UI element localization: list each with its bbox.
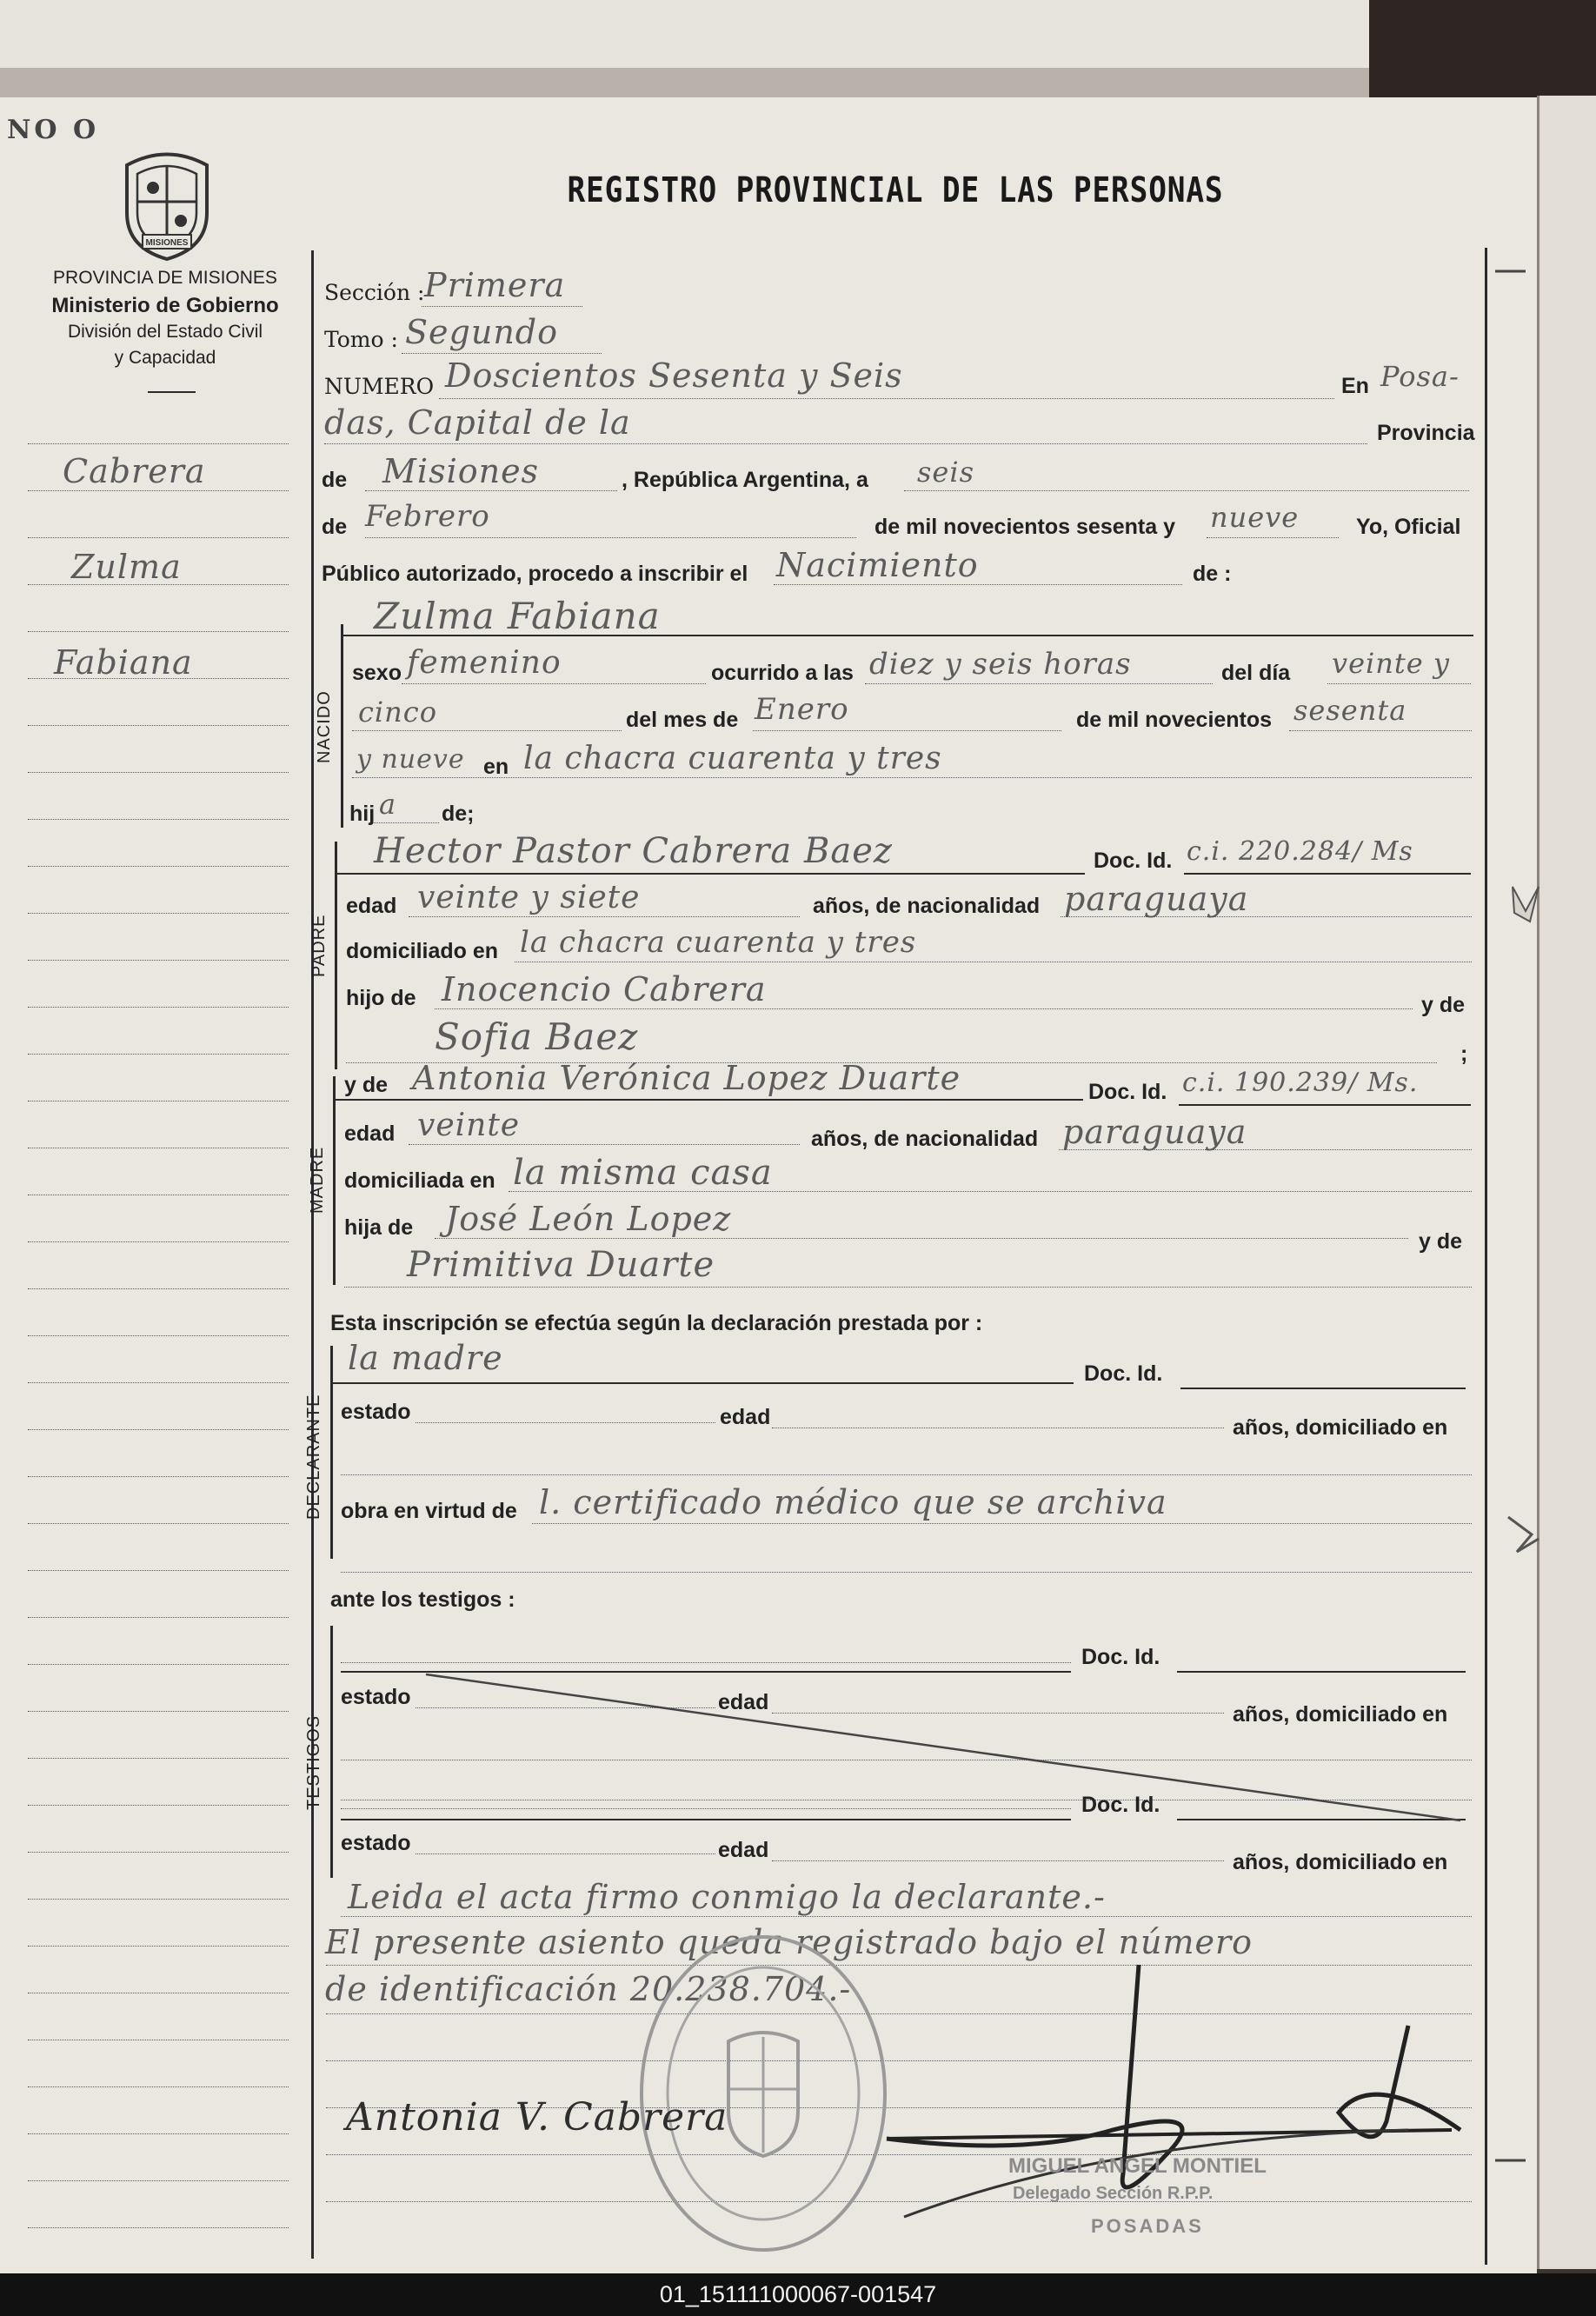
image-id-footer: 01_151111000067-001547 xyxy=(0,2273,1596,2316)
padre-nacionalidad: paraguaya xyxy=(1064,880,1249,918)
year-part2: y nueve xyxy=(356,744,465,775)
day-value: seis xyxy=(917,456,975,489)
testigos-intro: ante los testigos : xyxy=(330,1587,515,1612)
madre-father: José León Lopez xyxy=(445,1200,732,1238)
madre-doc-label: Doc. Id. xyxy=(1088,1080,1167,1104)
page-title: REGISTRO PROVINCIAL DE LAS PERSONAS xyxy=(567,170,1224,210)
madre-mother: Primitiva Duarte xyxy=(407,1245,715,1285)
provincia-label: Provincia xyxy=(1377,421,1475,445)
org-ministry: Ministerio de Gobierno xyxy=(51,294,279,317)
tomo-label: Tomo : xyxy=(324,327,398,352)
padre-edad-label: edad xyxy=(346,894,397,918)
declarante-anos-label: años, domiciliado en xyxy=(1233,1415,1448,1440)
padre-doc: c.i. 220.284/ Ms xyxy=(1187,836,1413,867)
testigos-label: TESTIGOS xyxy=(304,1714,323,1810)
closing-text-3: de identificación 20.238.704.- xyxy=(325,1970,852,2008)
testigo1-doc-label: Doc. Id. xyxy=(1081,1645,1160,1669)
testigo2-anos-label: años, domiciliado en xyxy=(1233,1850,1448,1874)
padre-label: PADRE xyxy=(309,914,329,977)
madre-edad-label: edad xyxy=(344,1121,396,1146)
mil-label: de mil novecientos xyxy=(1076,708,1273,732)
hij-de-label: de; xyxy=(442,802,475,826)
testigo2-estado-label: estado xyxy=(341,1831,411,1855)
seccion-value: Primera xyxy=(424,266,566,304)
declarante-name: la madre xyxy=(348,1339,503,1377)
padre-nac-label: años, de nacionalidad xyxy=(813,894,1041,918)
day-part2: cinco xyxy=(358,695,437,729)
padre-edad: veinte y siete xyxy=(417,880,641,915)
testigo2-edad-label: edad xyxy=(718,1838,769,1862)
numero-label: NUMERO xyxy=(324,374,435,399)
hij-label: hij xyxy=(349,802,376,826)
madre-y-de-label: y de xyxy=(344,1073,389,1097)
month-value: Febrero xyxy=(365,499,490,534)
del-dia-label: del día xyxy=(1221,661,1291,685)
margin-first-name: Zulma xyxy=(71,548,182,586)
publico-label: Público autorizado, procedo a inscribir el xyxy=(322,562,748,586)
day-part1: veinte y xyxy=(1332,647,1450,680)
closing-line-1 xyxy=(341,1916,1472,1917)
declarante-edad-label: edad xyxy=(720,1405,771,1429)
nacido-en-label: en xyxy=(483,755,509,779)
madre-edad: veinte xyxy=(417,1108,521,1143)
sexo-label: sexo xyxy=(352,661,402,685)
padre-name: Hector Pastor Cabrera Baez xyxy=(374,831,893,871)
binding-marks xyxy=(1478,0,1556,2316)
en-label: En xyxy=(1341,374,1369,398)
padre-semicolon: ; xyxy=(1460,1042,1468,1066)
place-part2: das, Capital de la xyxy=(324,403,631,442)
padre-dom-label: domiciliado en xyxy=(346,939,499,963)
org-province: PROVINCIA DE MISIONES xyxy=(53,268,277,288)
act-value: Nacimiento xyxy=(776,546,979,584)
closing-text-2: El presente asiento queda registrado bajo el número xyxy=(325,1923,1254,1961)
madre-dom-label: domiciliada en xyxy=(344,1168,495,1193)
padre-domicilio: la chacra cuarenta y tres xyxy=(520,925,917,960)
testigo1-anos-label: años, domiciliado en xyxy=(1233,1702,1448,1727)
closing-text-1: Leida el acta firmo conmigo la declarante.- xyxy=(348,1878,1106,1916)
birth-month: Enero xyxy=(755,692,849,727)
official-name: MIGUEL ANGEL MONTIEL xyxy=(1008,2154,1267,2178)
year-value: nueve xyxy=(1210,501,1300,534)
numero-value: Doscientos Sesenta y Seis xyxy=(445,356,903,395)
republica-label: , República Argentina, a xyxy=(622,468,868,492)
de-label-2: de xyxy=(322,515,348,539)
madre-nac-label: años, de nacionalidad xyxy=(811,1127,1039,1151)
de-colon-label: de : xyxy=(1193,562,1232,586)
declarante-estado-label: estado xyxy=(341,1400,411,1424)
corner-number: NO O xyxy=(7,115,100,145)
seccion-label: Sección : xyxy=(324,280,425,305)
nacido-name: Zulma Fabiana xyxy=(374,595,661,637)
testigo1-edad-label: edad xyxy=(718,1690,769,1714)
de-label-1: de xyxy=(322,468,348,492)
mes-label: del mes de xyxy=(626,708,739,732)
testigo2-doc-label: Doc. Id. xyxy=(1081,1793,1160,1817)
sexo-value: femenino xyxy=(407,645,562,681)
hij-suffix: a xyxy=(379,788,397,821)
madre-domicilio: la misma casa xyxy=(513,1153,773,1193)
declarant-signature: Antonia V. Cabrera xyxy=(346,2095,728,2140)
madre-doc: c.i. 190.239/ Ms. xyxy=(1182,1068,1419,1098)
madre-hija-label: hija de xyxy=(344,1215,414,1240)
madre-name: Antonia Verónica Lopez Duarte xyxy=(412,1059,961,1097)
madre-nacionalidad: paraguaya xyxy=(1062,1113,1247,1151)
place-part1: Posa- xyxy=(1380,360,1460,393)
padre-mother: Sofia Baez xyxy=(435,1015,639,1058)
org-division: División del Estado Civil xyxy=(67,322,263,342)
padre-father: Inocencio Cabrera xyxy=(442,970,767,1008)
margin-surname: Cabrera xyxy=(63,452,206,490)
province-value: Misiones xyxy=(382,452,540,490)
birth-place: la chacra cuarenta y tres xyxy=(523,741,942,776)
year-part1: sesenta xyxy=(1293,694,1407,727)
ocurrido-label: ocurrido a las xyxy=(711,661,854,685)
declarante-label: DECLARANTE xyxy=(304,1394,323,1520)
org-capacidad: y Capacidad xyxy=(114,348,216,368)
hour-value: diez y seis horas xyxy=(869,647,1132,682)
official-title: Delegado Sección R.P.P. xyxy=(1013,2184,1214,2203)
padre-y-de-label: y de xyxy=(1421,993,1466,1017)
declarante-intro: Esta inscripción se efectúa según la declaración prestada por : xyxy=(330,1311,983,1335)
official-place: POSADAS xyxy=(1091,2215,1204,2237)
padre-hijo-label: hijo de xyxy=(346,986,416,1010)
padre-doc-label: Doc. Id. xyxy=(1094,849,1173,873)
madre-label: MADRE xyxy=(308,1146,327,1214)
declarante-obra: l. certificado médico que se archiva xyxy=(539,1483,1167,1521)
svg-text:MISIONES: MISIONES xyxy=(145,238,189,248)
madre-y-de-label2: y de xyxy=(1419,1229,1463,1254)
nacido-label: NACIDO xyxy=(315,690,334,763)
declarante-obra-label: obra en virtud de xyxy=(341,1499,517,1523)
testigo1-estado-label: estado xyxy=(341,1685,411,1709)
year-label: de mil novecientos sesenta y xyxy=(874,515,1175,539)
margin-second-name: Fabiana xyxy=(54,643,193,682)
oficial-label: Yo, Oficial xyxy=(1356,515,1461,539)
declarante-doc-label: Doc. Id. xyxy=(1084,1361,1163,1386)
tomo-value: Segundo xyxy=(405,313,558,351)
